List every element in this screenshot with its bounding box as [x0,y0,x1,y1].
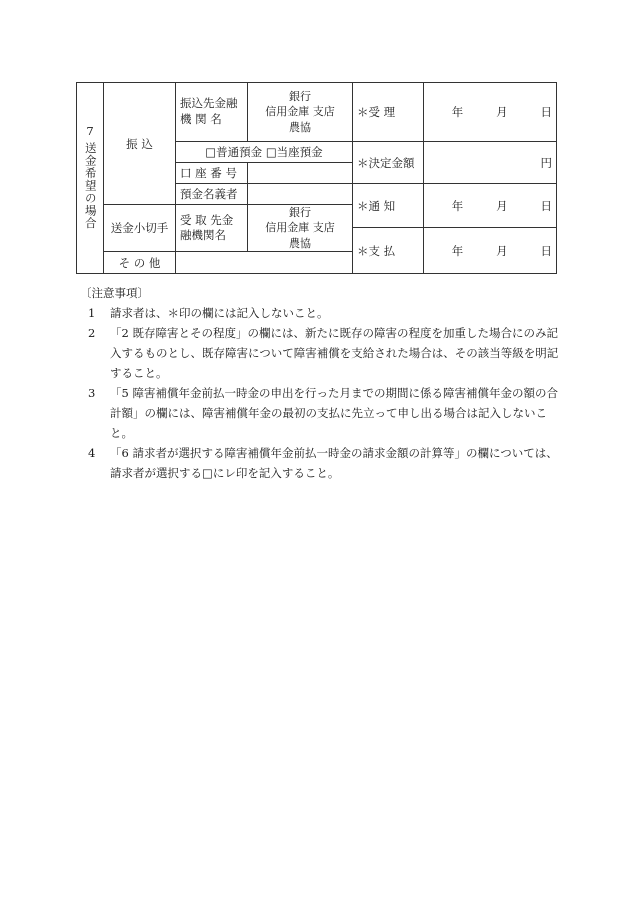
account-holder-field[interactable] [248,184,353,205]
decided-amount-label: ＊決定金額 [353,142,424,184]
kogitte-label: 送金小切手 [104,205,176,252]
note-text: 「6 請求者が選択する障害補償年金前払一時金の請求金額の計算等」の欄については、請求者が選択する□にレ印を記入すること。 [110,446,558,480]
deposit-type-options[interactable]: □普通預金 □当座預金 [176,142,353,163]
note-item [80,383,560,443]
note-number: 4 [88,446,96,460]
decided-amount-field: 円 [424,142,557,184]
section-7-cell [77,83,104,274]
kogitte-bank-field[interactable] [248,205,353,252]
notice-date-field: 年 月 日 [424,184,557,228]
notes-heading: 〔注意事項〕 [80,286,149,300]
furikomi-label: 振 込 [104,83,176,205]
account-number-field[interactable] [248,163,353,184]
note-text: 「5 障害補償年金前払一時金の申出を行った月までの期間に係る障害補償年金の額の合計額」の欄には、障害補償年金の最初の支払に先立って申し出る場合は記入しないこと。 [110,386,558,440]
bank-line-shinkin: 信用金庫 支店 [265,221,335,235]
payment-label: ＊支 払 [353,228,424,274]
note-item [80,323,560,383]
account-holder-label: 預金名義者 [176,184,248,205]
furikomi-bank-field[interactable] [248,83,353,142]
payment-date-field: 年 月 日 [424,228,557,274]
notes-section [80,283,560,483]
other-field[interactable] [176,252,353,274]
kogitte-bank-label: 受 取 先金融機関名 [176,205,248,252]
note-number: 3 [88,386,96,400]
note-text: 請求者は、＊印の欄には記入しないこと。 [110,306,329,320]
bank-line-nokyo: 農協 [289,236,311,250]
note-item [80,303,560,323]
note-number: 2 [88,326,96,340]
note-item [80,443,560,483]
bank-line-ginko: 銀行 [289,206,311,219]
section-title: 送金希望の場合 [83,141,98,230]
bank-line-ginko: 銀行 [289,89,311,103]
account-number-label: 口 座 番 号 [176,163,248,184]
note-text: 「2 既存障害とその程度」の欄には、新たに既存の障害の程度を加重した場合にのみ記入するものとし、既存障害について障害補償を支給された場合は、その該当等級を明記すること。 [110,326,559,380]
notice-label: ＊通 知 [353,184,424,228]
section-number: 7 [86,123,94,138]
note-number: 1 [88,306,96,320]
remittance-form-table [76,82,557,274]
bank-line-nokyo: 農協 [289,120,311,134]
furikomi-bank-label: 振込先金融機 関 名 [176,83,248,142]
receipt-date-field: 年 月 日 [424,83,557,142]
bank-line-shinkin: 信用金庫 支店 [265,105,335,119]
receipt-label: ＊受 理 [353,83,424,142]
other-label: そ の 他 [104,252,176,274]
